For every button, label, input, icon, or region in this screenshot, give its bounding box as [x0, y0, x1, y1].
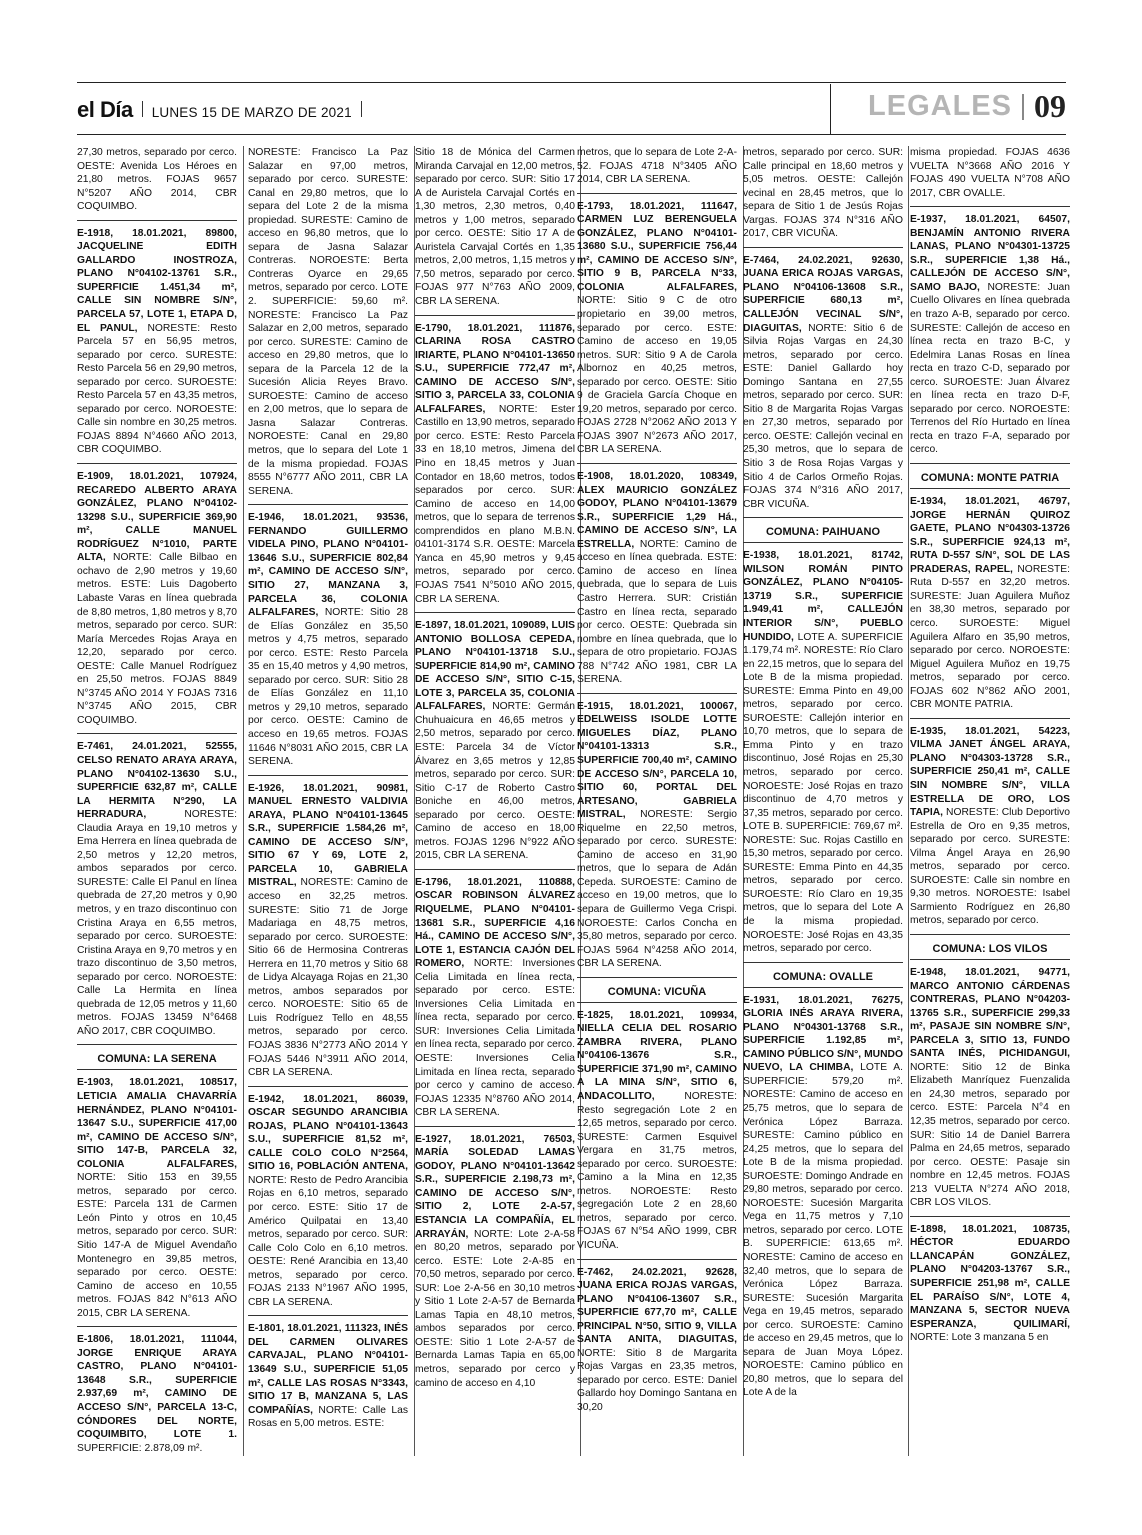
entry-heading: E-1918, 18.01.2021, 89800, JACQUELINE EDITH GALLARDO INOSTROZA, PLANO N°04102-13761 S.R., SUPERFICIE 1.451,34 m², CALLE SIN NOMBRE S/N°, PARCELA 57, LOTE 1, ETAPA D, EL PANUL, [77, 227, 237, 334]
entry-heading: E-1926, 18.01.2021, 90981, MANUEL ERNESTO VALDIVIA ARAYA, PLANO N°04101-13645 S.R., SUPERFICIE 1.584,26 m², CAMINO DE ACCESO S/N°, SITIO 67 Y 69, LOTE 2, PARCELA 10, GABRIELA MISTRAL, [248, 782, 408, 889]
entry-body: NORESTE: Claudia Araya en 19,10 metros y Ema Herrera en línea quebrada de 2,50 metros y 12,20 metros, ambos separados por cerco. SURESTE: Calle El Panul en línea quebrada de 27,20 metros y 0,90 metros, y en trazo discontinuo con Cristina Araya en 6,55 metros, separado por cerco. SUROESTE: Cristina Araya en 9,70 metros y en trazo discontinuo de 3,50 metros, separado por cerco. NOROESTE: Calle La Hermita en línea quebrada de 12,05 metros y 11,60 metros. FOJAS 13459 N°6468 AÑO 2017, CBR COQUIMBO. [77, 809, 237, 1037]
column-rule [908, 146, 909, 1456]
entry-body: metros, que lo separa de Lote 2-A-52. FOJAS 4718 N°3405 AÑO 2014, CBR LA SERENA. [577, 147, 737, 186]
entry-heading: E-1790, 18.01.2021, 111876, CLARINA ROSA CASTRO IRIARTE, PLANO N°04101-13650 S.U., SUPERFICIE 772,47 m², CAMINO DE ACCESO S/N°, SITIO 3, PARCELA 33, COLONIA ALFALFARES, [415, 322, 575, 415]
entry-body: NORTE: Germán Chuhuaicura en 46,65 metros y 2,50 metros, separado por cerco. ESTE: Parcela 34 de Víctor Álvarez en 3,65 metros y 12,85 metros, separado por cerco. SUR: Sitio C-17 de Roberto Castro Boniche en 46,00 metros, separado por cerco. OESTE: Camino de acceso en 18,00 metros. FOJAS 1296 N°922 AÑO 2015, CBR LA SERENA. [415, 701, 575, 862]
entry-heading: E-1793, 18.01.2021, 111647, CARMEN LUZ BERENGUELA GONZÁLEZ, PLANO N°04101-13680 S.U., SUPERFICIE 756,44 m², CAMINO DE ACCESO S/N°, SITIO 9 B, PARCELA N°33, COLONIA ALFALFARES, [577, 200, 737, 293]
entry-body: NORTE: Calle Las Rosas en 5,00 metros. ESTE: [248, 1404, 408, 1430]
column-2 [248, 146, 408, 1456]
legal-notice-entry [577, 1259, 737, 1415]
entry-heading: E-1897, 18.01.2021, 109089, LUIS ANTONIO BOLLOSA CEPEDA, PLANO N°04101-13718 S.U., SUPERFICIE 814,90 m², CAMINO DE ACCESO S/N°, SITIO C-15, LOTE 3, PARCELA 35, COLONIA ALFALFARES, [415, 620, 575, 713]
column-5 [743, 146, 903, 1456]
entry-heading: E-1915, 18.01.2021, 100067, EDELWEISS ISOLDE LOTTE MIGUELES DÍAZ, PLANO N°04101-13313 S.R., SUPERFICIE 700,40 m², CAMINO DE ACCESO S/N°, PARCELA 10, SITIO 60, PORTAL DEL ARTESANO, GABRIELA MISTRAL, [577, 700, 737, 821]
entry-body: NORTE: Camino de acceso en línea quebrada. ESTE: Camino de acceso en línea quebrada, que lo separa de Luis Castro Herrera. SUR: Cristián Castro en línea recta, separado por cerco. OESTE: Quebrada sin nombre en línea quebrada, que lo separa de otro propietario. FOJAS 788 N°742 AÑO 1981, CBR LA SERENA. [577, 538, 737, 686]
legal-notice-entry [577, 693, 737, 971]
legal-notice-continuation [415, 146, 575, 309]
entry-heading: E-1908, 18.01.2020, 108349, ALEX MAURICIO GONZÁLEZ GODOY, PLANO N°04101-13679 S.R., SUPERFICIE 1,29 Há., CAMINO DE ACCESO S/N°, LA ESTRELLA, [577, 471, 737, 550]
legal-notice-entry [248, 775, 408, 1080]
header-left [77, 97, 371, 123]
entry-heading: E-1948, 18.01.2021, 94771, MARCO ANTONIO CÁRDENAS CONTRERAS, PLANO N°04203-13765 S.R., SUPERFICIE 299,33 m², PASAJE SIN NOMBRE S/N°, PARCELA 3, SITIO 13, FUNDO SANTA INÉS, PICHIDANGUI, [910, 966, 1070, 1060]
entry-body: Sitio 18 de Mónica del Carmen Miranda Carvajal en 12,00 metros, separado por cerco. SUR: Sitio 17 A de Auristela Carvajal Cortés en 1,30 metros, 2,30 metros, 0,40 metros y 1,00 metros, separado por cerco. OESTE: Sitio 17 A de Auristela Carvajal Cortés en 1,35 metros, 2,00 metros, 1,15 metros y 7,50 metros, separado por cerco. FOJAS 977 N°763 AÑO 2009, CBR LA SERENA. [415, 147, 575, 308]
legal-notice-continuation [910, 146, 1070, 200]
page-number: 09 [1034, 88, 1066, 124]
legal-notice-entry [910, 1216, 1070, 1345]
entry-body: SUPERFICIE: 2.878,09 m². [77, 1442, 203, 1454]
legal-notices-columns [77, 146, 1070, 1466]
legal-notice-entry [910, 960, 1070, 1210]
legal-notice-entry [77, 733, 237, 1038]
entry-body: NORESTE: Sergio Riquelme en 22,50 metros, separado por cerco. SURESTE: Camino de acceso en 31,90 metros, que lo separa de Adán Cepeda. SUROESTE: Camino de acceso en 19,00 metros, que lo separa de Guillermo Vega Crispi. NOROESTE: Carlos Concha en 35,80 metros, separado por cerco. FOJAS 5964 N°4258 AÑO 2014, CBR LA SERENA. [577, 809, 737, 970]
legal-notice-entry [77, 1070, 237, 1320]
entry-body: NORTE: Inversiones Celia Limitada en línea recta, separado por cerco. ESTE: Inversiones Celia Limitada en línea recta, separado por cerco. SUR: Inversiones Celia Limitada en línea recta, separado por cerco. OESTE: Inversiones Celia Limitada en línea recta, separado por cerco y camino de acceso. FOJAS 12335 N°8760 AÑO 2014, CBR LA SERENA. [415, 958, 575, 1119]
publication-date: LUNES 15 DE MARZO DE 2021 [151, 105, 352, 120]
column-rule [243, 146, 244, 1456]
entry-heading: E-7462, 24.02.2021, 92628, JUANA ERICA ROJAS VARGAS, PLANO N°04106-13607 S.R., SUPERFICIE 677,70 m², CALLE PRINCIPAL N°50, SITIO 9, VILLA SANTA ANITA, DIAGUITAS, [577, 1266, 737, 1346]
legal-notice-continuation [77, 146, 237, 214]
entry-body: LOTE A. SUPERFICIE: 579,20 m². NORESTE: Camino de acceso en 25,75 metros, que lo separa de Verónica López Barraza. SURESTE: Camino público en 24,25 metros, que lo separa del Lote B de la misma propiedad. SUROESTE: Domingo Andrade en 29,80 metros, separado por cerco. NOROESTE: Sucesión Margarita Vega en 11,75 metros y 7,10 metros, separado por cerco. LOTE B. SUPERFICIE: 613,65 m². NORESTE: Camino de acceso en 32,40 metros, que lo separa de Verónica López Barraza. SURESTE: Sucesión Margarita Vega en 19,45 metros, separado por cerco. SUROESTE: Camino de acceso en 29,45 metros, que lo separa de Juan Moya López. NOROESTE: Camino público en 20,80 metros, que lo separa del Lote A de la [743, 1062, 903, 1399]
entry-heading: E-1934, 18.01.2021, 46797, JORGE HERNÁN QUIROZ GAETE, PLANO N°04303-13726 S.R., SUPERFICIE 924,13 m², RUTA D-557 S/N°, SOL DE LAS PRADERAS, RAPEL, [910, 496, 1070, 575]
entry-body: NORESTE: Ruta D-557 en 32,20 metros. SURESTE: Juan Aguilera Muñoz en 38,30 metros, separado por cerco. SUROESTE: Miguel Aguilera Alfaro en 35,90 metros, separado por cerco. NOROESTE: Miguel Aguilera Muñoz en 19,75 metros, separado por cerco. FOJAS 602 N°862 AÑO 2001, CBR MONTE PATRIA. [910, 563, 1070, 711]
header-right [868, 88, 1066, 125]
top-rule [77, 82, 1066, 83]
entry-body: NORTE: Lote 3 manzana 5 en [910, 1332, 1049, 1344]
column-4 [577, 146, 737, 1456]
header-vertical-rule [830, 84, 831, 134]
entry-heading: E-1796, 18.01.2021, 110888, OSCAR ROBINSON ÁLVAREZ RIQUELME, PLANO N°04101-13681 S.R., SUPERFICIE 4,16 Há., CAMINO DE ACCESO S/N°, LOTE 1, ESTANCIA CAJÓN DEL ROMERO, [415, 876, 575, 970]
entry-heading: E-1937, 18.01.2021, 64507, BENJAMÍN ANTONIO RIVERA LANAS, PLANO N°04301-13725 S.R., SUPERFICIE 1,38 Há., CALLEJÓN DE ACCESO S/N°, SAMO BAJO, [910, 214, 1070, 293]
legal-notice-entry [910, 489, 1070, 712]
entry-heading: E-1825, 18.01.2021, 109934, NIELLA CELIA DEL ROSARIO ZAMBRA RIVERA, PLANO N°04106-13676 S.R., SUPERFICIE 371,90 m², CAMINO A LA MINA S/N°, SITIO 6, ANDACOLLITO, [577, 1009, 737, 1102]
legal-notice-entry [415, 869, 575, 1120]
entry-body: NORTE: Ester Castillo en 13,90 metros, separado por cerco. ESTE: Resto Parcela 33 en 18,10 metros, Jimena del Pino en 18,45 metros y Juan Contador en 18,60 metros, todos separados por cerco. SUR: Camino de acceso en 14,00 metros, que lo separa de terrenos comprendidos en plano M.B.N. 04101-3174 S.R. OESTE: Marcela Yanca en 45,90 metros y 9,45 metros, separado por cerco. FOJAS 7541 N°5010 AÑO 2015, CBR LA SERENA. [415, 403, 575, 605]
legal-notice-entry [577, 1003, 737, 1253]
header-divider [361, 101, 362, 117]
entry-body: NORTE: Sitio 28 de Elías González en 35,50 metros y 4,75 metros, separado por cerco. ESTE: Resto Parcela 35 en 15,40 metros y 4,90 metros, separado por cerco. SUR: Sitio 28 de Elías González en 11,10 metros y 29,10 metros, separado por cerco. OESTE: Camino de acceso en 19,65 metros. FOJAS 11646 N°8031 AÑO 2015, CBR LA SERENA. [248, 607, 408, 768]
entry-body: NORESTE: Club Deportivo Estrella de Oro en 9,35 metros, separado por cerco. SURESTE: Vilma Ángel Araya en 26,90 metros, separado por cerco. SUROESTE: Calle sin nombre en 9,30 metros. NOROESTE: Isabel Sarmiento Rodríguez en 26,80 metros, separado por cerco. [910, 807, 1070, 927]
entry-heading: E-7464, 24.02.2021, 92630, JUANA ERICA ROJAS VARGAS, PLANO N°04106-13608 S.R., SUPERFICIE 680,13 m², CALLEJÓN VECINAL S/N°, DIAGUITAS, [743, 254, 903, 334]
comuna-heading: COMUNA: MONTE PATRIA [910, 463, 1070, 489]
newspaper-logo: el Día [77, 97, 133, 122]
legal-notice-continuation [743, 146, 903, 241]
legal-notice-entry [415, 1126, 575, 1390]
entry-heading: E-1931, 18.01.2021, 76275, GLORIA INÉS ARAYA RIVERA, PLANO N°04301-13768 S.R., SUPERFICIE 1.192,85 m², CAMINO PÚBLICO S/N°, MUNDO NUEVO, LA CHIMBA, [743, 994, 903, 1074]
entry-heading: E-1806, 18.01.2021, 111044, JORGE ENRIQUE ARAYA CASTRO, PLANO N°04101-13648 S.R., SUPERFICIE 2.937,69 m², CAMINO DE ACCESO S/N°, PARCELA 13-C, CÓNDORES DEL NORTE, COQUIMBITO, LOTE 1. [77, 1334, 237, 1441]
legal-notice-entry [248, 1315, 408, 1430]
entry-heading: E-1938, 18.01.2021, 81742, WILSON ROMÁN PINTO GONZÁLEZ, PLANO N°04105-13719 S.R., SUPERFICIE 1.949,41 m², CALLEJÓN INTERIOR S/N°, PUEBLO HUNDIDO, [743, 550, 903, 643]
legal-notice-entry [77, 220, 237, 457]
entry-heading: E-1903, 18.01.2021, 108517, LETICIA AMALIA CHAVARRÍA HERNÁNDEZ, PLANO N°04101-13647 S.U., SUPERFICIE 417,00 m², CAMINO DE ACCESO S/N°, SITIO 147-B, PARCELA 32, COLONIA ALFALFARES, [77, 1077, 237, 1170]
entry-body: NORESTE: Camino de acceso en 32,25 metros. SURESTE: Sitio 71 de Jorge Madariaga en 48,75 metros, separado por cerco. SUROESTE: Sitio 66 de Hermosina Contreras Herrera en 11,70 metros y Sitio 68 de Lidya Alcayaga Rojas en 21,30 metros, ambos separados por cerco. NOROESTE: Sitio 65 de Luis Rodríguez Tello en 48,55 metros, separado por cerco. FOJAS 3836 N°2773 AÑO 2014 Y FOJAS 5446 N°3911 AÑO 2014, CBR LA SERENA. [248, 877, 408, 1079]
entry-body: NORESTE: Francisco La Paz Salazar en 97,00 metros, separado por cerco. SURESTE: Canal en 29,80 metros, que lo separa del Lote 2 de la misma propiedad. SURESTE: Camino de acceso en 96,80 metros, que lo separa de Jasna Salazar Contreras. NOROESTE: Berta Contreras Oyarce en 29,65 metros, separado por cerco. LOTE 2. SUPERFICIE: 59,60 m². NORESTE: Francisco La Paz Salazar en 2,00 metros, separado por cerco. SURESTE: Camino de acceso en 29,80 metros, que lo separa de la Parcela 12 de la Sucesión Alicia Reyes Bravo. SUROESTE: Camino de acceso en 2,00 metros, que lo separa de Jasna Salazar Contreras. NOROESTE: Canal en 29,80 metros, que lo separa del Lote 1 de la misma propiedad. FOJAS 8555 N°6777 AÑO 2011, CBR LA SERENA. [248, 147, 408, 497]
entry-body: NORTE: Sitio 153 en 39,55 metros, separado por cerco. ESTE: Parcela 131 de Carmen León Pinto y otros en 10,45 metros, separado por cerco. SUR: Sitio 147-A de Miguel Avendaño Montenegro en 39,85 metros, separado por cerco. OESTE: Camino de acceso en 10,55 metros. FOJAS 842 N°613 AÑO 2015, CBR LA SERENA. [77, 1172, 237, 1319]
comuna-heading: COMUNA: LA SERENA [77, 1044, 237, 1070]
entry-body: NORTE: Calle Bilbao en ochavo de 2,90 metros y 19,60 metros. ESTE: Luis Dagoberto Labaste Varas en línea quebrada de 8,80 metros, 1,80 metros y 8,70 metros, separado por cerco. SUR: María Mercedes Rojas Araya en 12,20, separado por cerco. OESTE: Calle Manuel Rodríguez en 25,50 metros. FOJAS 8849 N°3745 AÑO 2014 Y FOJAS 7316 N°3745 AÑO 2015, CBR COQUIMBO. [77, 552, 237, 726]
column-6 [910, 146, 1070, 1456]
entry-body: NORESTE: Juan Cuello Olivares en línea quebrada en trazo A-B, separado por cerco. SURESTE: Callejón de acceso en línea recta en trazo B-C, y Edelmira Lanas Rosas en línea recta en trazo C-D, separado por cerco. SUROESTE: Juan Álvarez en línea recta en trazo D-F, separado por cerco. NOROESTE: Terrenos del Río Hurtado en línea recta en trazo F-A, separado por cerco. [910, 281, 1070, 456]
entry-body: NORESTE: Resto Parcela 57 en 56,95 metros, separado por cerco. SURESTE: Resto Parcela 56 en 29,90 metros, separado por cerco. SUROESTE: Resto Parcela 57 en 43,35 metros, separado por cerco. NOROESTE: Calle sin nombre en 30,25 metros. FOJAS 8894 N°4660 AÑO 2013, CBR COQUIMBO. [77, 322, 237, 456]
column-1 [77, 146, 237, 1456]
legal-notice-entry [743, 988, 903, 1400]
entry-body: NORESTE: Resto segregación Lote 2 en 12,65 metros, separado por cerco. SURESTE: Carmen Esquivel Vergara en 31,75 metros, separado por cerco. SUROESTE: Camino a la Mina en 12,35 metros. NOROESTE: Resto segregación Lote 2 en 28,60 metros, separado por cerco. FOJAS 67 N°54 AÑO 1999, CBR VICUÑA. [577, 1091, 737, 1252]
legal-notice-entry [910, 206, 1070, 457]
entry-body: NORTE: Lote 2-A-58 en 80,20 metros, separado por cerco. ESTE: Lote 2-A-85 en 70,50 metros, separado por cerco. SUR: Loe 2-A-56 en 30,10 metros y Sitio 1 Lote 2-A-57 de Bernarda Lamas Tapia en 48,10 metros, ambos separados por cerco. OESTE: Sitio 1 Lote 2-A-57 de Bernarda Lamas Tapia en 65,00 metros, separado por cerco y camino de acceso en 4,10 [415, 1228, 575, 1389]
legal-notice-continuation [577, 146, 737, 187]
comuna-heading: COMUNA: LOS VILOS [910, 934, 1070, 960]
comuna-heading: COMUNA: VICUÑA [577, 977, 737, 1003]
entry-heading: E-1909, 18.01.2021, 107924, RECAREDO ALBERTO ARAYA GONZÁLEZ, PLANO N°04102-13298 S.U., SUPERFICIE 369,90 m², CALLE MANUEL RODRÍGUEZ N°1010, PARTE ALTA, [77, 471, 237, 564]
legal-notice-continuation [248, 146, 408, 498]
entry-heading: E-1927, 18.01.2021, 76503, MARÍA SOLEDAD LAMAS GODOY, PLANO N°04101-13642 S.R., SUPERFICIE 2.198,73 m², CAMINO DE ACCESO S/N°, SITIO 2, LOTE 2-A-57, ESTANCIA LA COMPAÑÍA, EL ARRAYÁN, [415, 1133, 575, 1240]
page-number-divider [1022, 94, 1024, 120]
legal-notice-entry [910, 718, 1070, 928]
legal-notice-entry [743, 247, 903, 511]
comuna-heading: COMUNA: OVALLE [743, 962, 903, 988]
header-bottom-rule [77, 134, 1066, 135]
legal-notice-entry [248, 1086, 408, 1310]
section-title: LEGALES [868, 90, 1012, 122]
legal-notice-entry [77, 1326, 237, 1455]
legal-notice-entry [415, 612, 575, 863]
page-header [77, 84, 1066, 134]
entry-body: 27,30 metros, separado por cerco. OESTE: Avenida Los Héroes en 21,80 metros. FOJAS 9657 N°5207 AÑO 2014, CBR COQUIMBO. [77, 147, 237, 213]
entry-heading: E-1898, 18.01.2021, 108735, HÉCTOR EDUARDO LLANCAPÁN GONZÁLEZ, PLANO N°04203-13767 S.R., SUPERFICIE 251,98 m², CALLE EL PARAÍSO S/N°, LOTE 4, MANZANA 5, SECTOR NUEVA ESPERANZA, QUILIMARÍ, [910, 1223, 1070, 1330]
entry-heading: E-1801, 18.01.2021, 111323, INÉS DEL CARMEN OLIVARES CARVAJAL, PLANO N°04101-13649 S.U., SUPERFICIE 51,05 m², CALLE LAS ROSAS N°3343, SITIO 17 B, MANZANA 5, LAS COMPAÑÍAS, [248, 1323, 408, 1416]
entry-heading: E-1935, 18.01.2021, 54223, VILMA JANET ÁNGEL ARAYA, PLANO N°04303-13728 S.R., SUPERFICIE 250,41 m², CALLE SIN NOMBRE S/N°, VILLA ESTRELLA DE ORO, LOS TAPIA, [910, 725, 1070, 819]
legal-notice-entry [577, 463, 737, 687]
entry-heading: E-7461, 24.01.2021, 52555, CELSO RENATO ARAYA ARAYA, PLANO N°04102-13630 S.U., SUPERFICIE 632,87 m², CALLE LA HERMITA N°290, LA HERRADURA, [77, 741, 237, 821]
entry-heading: E-1946, 18.01.2021, 93536, FERNANDO GUILLERMO VIDELA PINO, PLANO N°04101-13646 S.U., SUPERFICIE 802,84 m², CAMINO DE ACCESO S/N°, SITIO 27, MANZANA 3, PARCELA 36, COLONIA ALFALFARES, [248, 512, 408, 619]
comuna-heading: COMUNA: PAIHUANO [743, 517, 903, 543]
legal-notice-entry [415, 315, 575, 606]
legal-notice-entry [577, 193, 737, 457]
entry-body: NORTE: Sitio 6 de Silvia Rojas Vargas en 24,30 metros, separado por cerco. ESTE: Daniel Gallardo hoy Domingo Santana en 27,55 metros, separado por cerco. SUR: Sitio 8 de Margarita Rojas Vargas en 27,30 metros, separado por cerco. OESTE: Callejón vecinal en 25,30 metros, que lo separa de Sitio 3 de Rosa Rojas Vargas y Sitio 4 de Carlos Ormeño Rojas. FOJAS 374 N°316 AÑO 2017, CBR VICUÑA. [743, 322, 903, 510]
entry-body: misma propiedad. FOJAS 4636 VUELTA N°3668 AÑO 2016 Y FOJAS 490 VUELTA N°708 AÑO 2017, CBR OVALLE. [910, 147, 1070, 199]
entry-heading: E-1942, 18.01.2021, 86039, OSCAR SEGUNDO ARANCIBIA ROJAS, PLANO N°04101-13643 S.U., SUPERFICIE 81,52 m², CALLE COLO COLO N°2564, SITIO 16, POBLACIÓN ANTENA, [248, 1093, 408, 1173]
header-divider [142, 101, 143, 117]
column-3 [415, 146, 575, 1456]
entry-body: LOTE A. SUPERFICIE 1.179,74 m². NORESTE: Río Claro en 22,15 metros, que lo separa del Lote B de la misma propiedad. SURESTE: Emma Pinto en 49,00 metros, separado por cerco. SUROESTE: Callejón interior en 10,70 metros, que lo separa de Emma Pinto y en trazo discontinuo, José Rojas en 25,30 metros, separado por cerco. NOROESTE: José Rojas en trazo discontinuo de 4,70 metros y 37,35 metros, separado por cerco. LOTE B. SUPERFICIE: 769,67 m². NORESTE: Suc. Rojas Castillo en 15,30 metros, separado por cerco. SURESTE: Emma Pinto en 44,35 metros, separado por cerco. SUROESTE: Río Claro en 19,35 metros, que lo separa del Lote A de la misma propiedad. NOROESTE: José Rojas en 43,35 metros, separado por cerco. [743, 631, 903, 955]
entry-body: metros, separado por cerco. SUR: Calle principal en 18,60 metros y 5,05 metros. OESTE: Callejón vecinal en 28,45 metros, que lo separa de Sitio 1 de Jesús Rojas Vargas. FOJAS 374 N°316 AÑO 2017, CBR VICUÑA. [743, 147, 903, 240]
entry-body: NORTE: Sitio 8 de Margarita Rojas Vargas en 23,35 metros, separado por cerco. ESTE: Daniel Gallardo hoy Domingo Santana en 30,20 [577, 1347, 737, 1414]
entry-body: NORTE: Sitio 12 de Binka Elizabeth Manríquez Fuenzalida en 24,30 metros, separado por cerco. ESTE: Parcela N°4 en 12,35 metros, separado por cerco. SUR: Sitio 14 de Daniel Barrera Palma en 24,65 metros, separado por cerco. OESTE: Pasaje sin nombre en 12,45 metros. FOJAS 213 VUELTA N°274 AÑO 2018, CBR LOS VILOS. [910, 1061, 1070, 1209]
legal-notice-entry [743, 543, 903, 955]
legal-notice-entry [77, 463, 237, 727]
entry-body: NORTE: Sitio 9 C de otro propietario en 39,00 metros, separado por cerco. ESTE: Camino de acceso en 19,05 metros. SUR: Sitio 9 A de Carola Albornoz en 40,25 metros, separado por cerco. OESTE: Sitio 9 de Graciela García Choque en 19,20 metros, separado por cerco. FOJAS 2728 N°2062 AÑO 2013 Y FOJAS 3907 N°2673 AÑO 2017, CBR LA SERENA. [577, 295, 737, 456]
entry-body: NORTE: Resto de Pedro Arancibia Rojas en 6,10 metros, separado por cerco. ESTE: Sitio 17 de Américo Quilpatai en 13,40 metros, separado por cerco. SUR: Calle Colo Colo en 6,10 metros. OESTE: René Arancibia en 13,40 metros, separado por cerco. FOJAS 2133 N°1967 AÑO 1995, CBR LA SERENA. [248, 1174, 408, 1308]
legal-notice-entry [248, 504, 408, 768]
